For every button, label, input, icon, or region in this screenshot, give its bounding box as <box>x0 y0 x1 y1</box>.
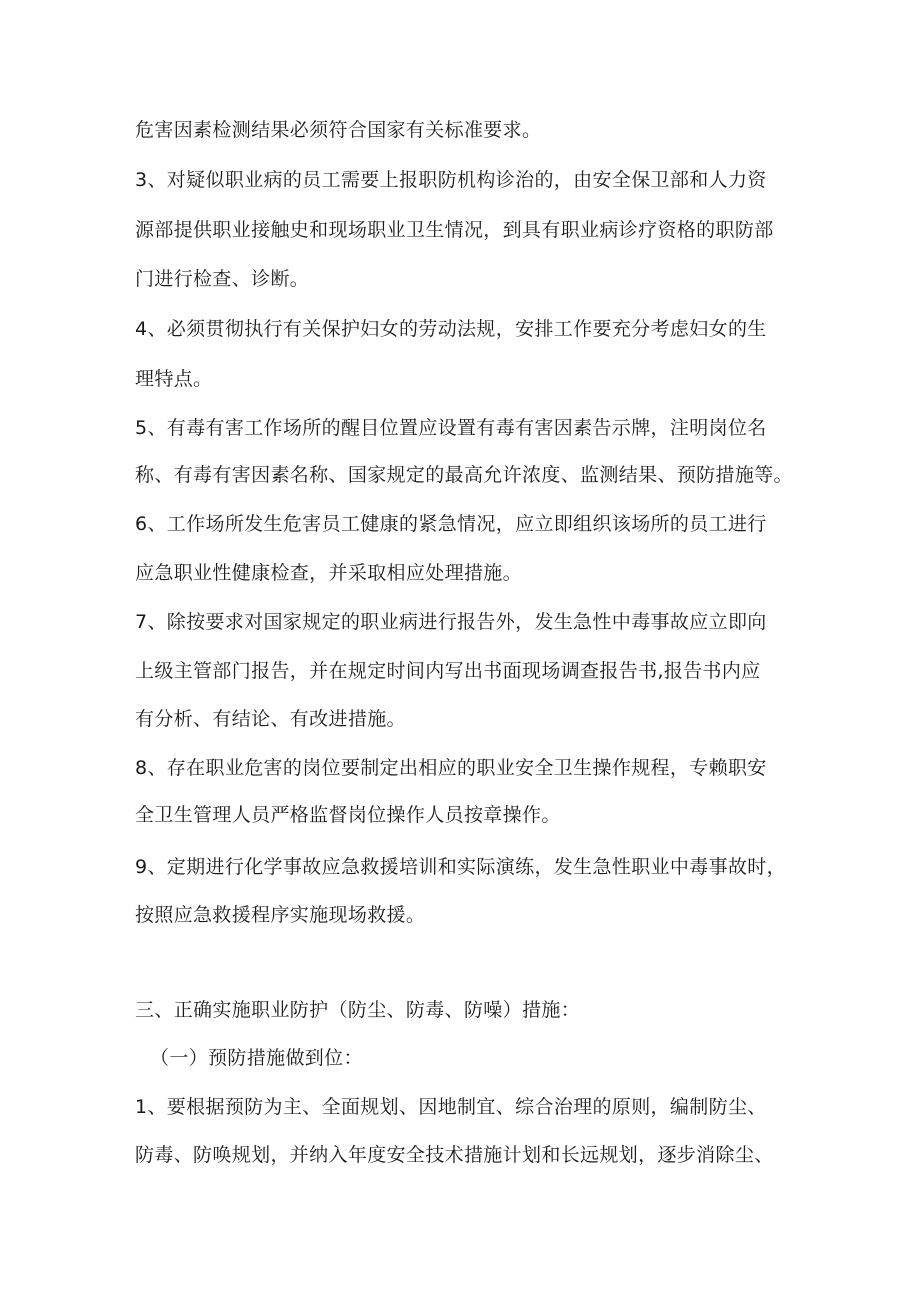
text-line-8: 称、有毒有害因素名称、国家规定的最高允许浓度、监测结果、预防措施等。 <box>135 464 793 486</box>
text-line-17: 按照应急救援程序实施现场救援。 <box>135 904 426 926</box>
section-heading: 三、正确实施职业防护（防尘、防毒、防噪）措施： <box>135 999 581 1021</box>
text-line-7: 5、有毒有害工作场所的醒目位置应设置有毒有害因素告示牌，注明岗位名 <box>135 417 767 439</box>
text-line-3: 源部提供职业接触史和现场职业卫生情况，到具有职业病诊疗资格的职防部 <box>135 219 774 241</box>
text-line-15: 全卫生管理人员严格监督岗位操作人员按章操作。 <box>135 804 561 826</box>
text-line-16: 9、定期进行化学事故应急救援培训和实际演练，发生急性职业中毒事故时， <box>135 856 786 878</box>
text-line-10: 应急职业性健康检查，并采取相应处理措施。 <box>135 562 523 584</box>
text-line-1: 危害因素检测结果必须符合国家有关标准要求。 <box>135 119 542 141</box>
text-line-5: 4、必须贯彻执行有关保护妇女的劳动法规，安排工作要充分考虑妇女的生 <box>135 318 767 340</box>
text-line-9: 6、工作场所发生危害员工健康的紧急情况，应立即组织该场所的员工进行 <box>135 513 767 535</box>
text-line-6: 理特点。 <box>135 368 213 390</box>
text-line-4: 门进行检查、诊断。 <box>135 268 310 290</box>
text-line-14: 8、存在职业危害的岗位要制定出相应的职业安全卫生操作规程，专赖职安 <box>135 757 767 779</box>
subsection-heading: （一）预防措施做到位： <box>150 1047 363 1069</box>
text-line-13: 有分析、有结论、有改进措施。 <box>135 708 406 730</box>
text-line-20: 1、要根据预防为主、全面规划、因地制宜、综合治理的原则，编制防尘、 <box>135 1096 767 1118</box>
text-line-21: 防毒、防唤规划，并纳入年度安全技术措施计划和长远规划，逐步消除尘、 <box>135 1144 774 1166</box>
text-line-12: 上级主管部门报告，并在规定时间内写出书面现场调查报告书,报告书内应 <box>135 660 761 682</box>
text-line-11: 7、除按要求对国家规定的职业病进行报告外，发生急性中毒事故应立即向 <box>135 611 767 633</box>
text-line-2: 3、对疑似职业病的员工需要上报职防机构诊治的，由安全保卫部和人力资 <box>135 169 767 191</box>
